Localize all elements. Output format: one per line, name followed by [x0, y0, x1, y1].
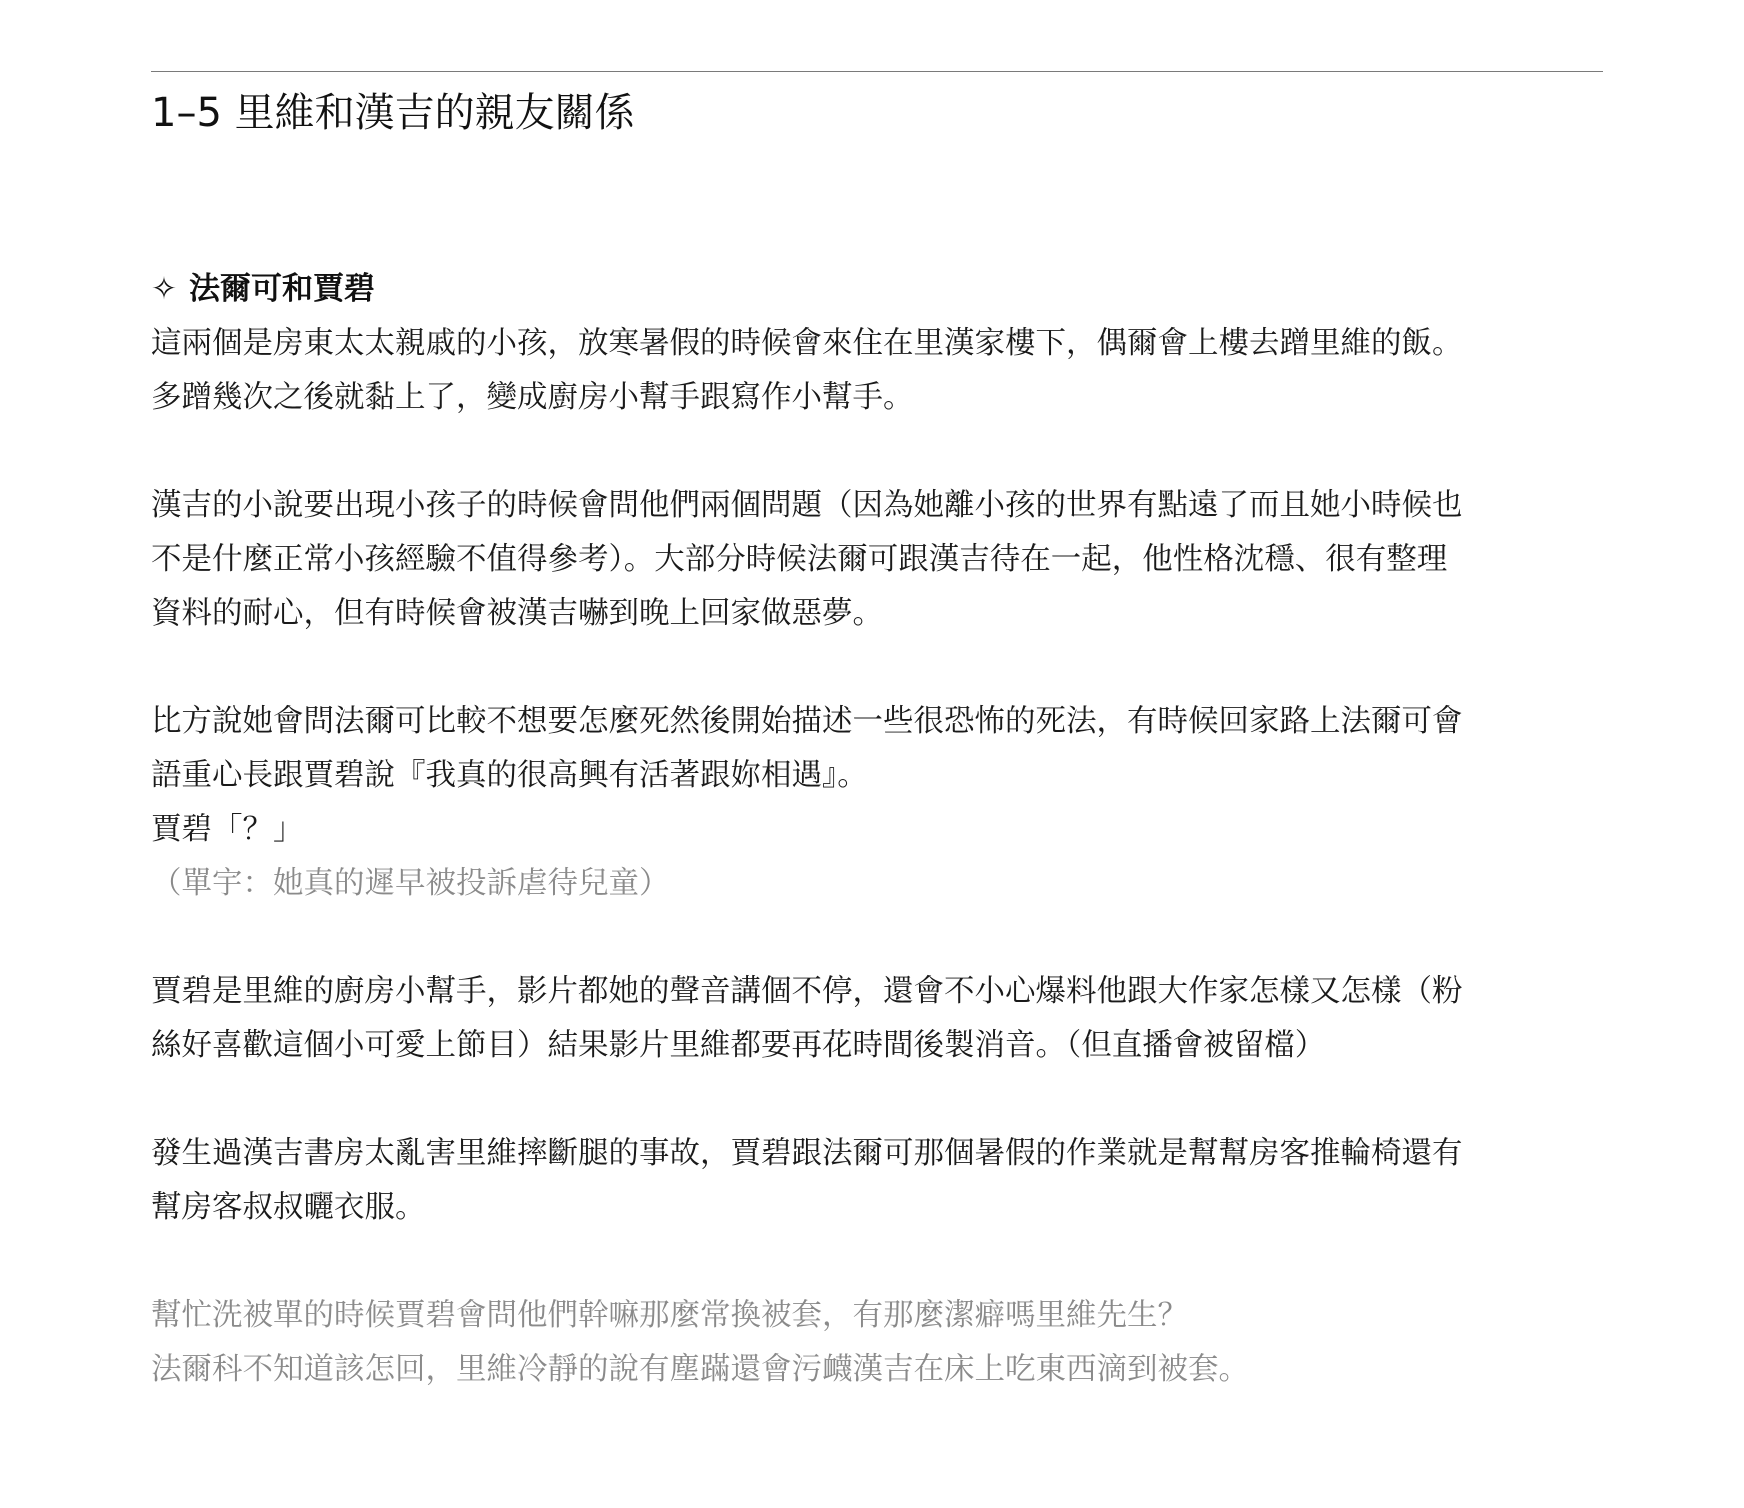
- text-line: 資料的耐心，但有時候會被漢吉嚇到晚上回家做惡夢。: [151, 596, 883, 631]
- text-line: 不是什麼正常小孩經驗不值得參考）。大部分時候法爾可跟漢吉待在一起，他性格沈穩、很有整理: [151, 542, 1448, 577]
- paragraph: [151, 479, 1603, 641]
- aside-text-line: 幫忙洗被單的時候賈碧會問他們幹嘛那麼常換被套，有那麼潔癖嗎里維先生？: [151, 1298, 1188, 1333]
- section-heading: [151, 265, 1603, 313]
- text-line: 這兩個是房東太太親戚的小孩，放寒暑假的時候會來住在里漢家樓下，偶爾會上樓去蹭里維的飯。: [151, 326, 1463, 361]
- paragraph: [151, 695, 1603, 911]
- text-line: 幫房客叔叔曬衣服。: [151, 1190, 426, 1225]
- paragraph: [151, 965, 1603, 1073]
- text-line: 比方說她會問法爾可比較不想要怎麼死然後開始描述一些很恐怖的死法，有時候回家路上法爾可會: [151, 704, 1463, 739]
- aside-text-line: 法爾科不知道該怎回，里維冷靜的說有塵蹣還會污衊漢吉在床上吃東西滴到被套。: [151, 1352, 1249, 1387]
- paragraph-list: [151, 317, 1603, 1397]
- sparkle-icon: ✧: [151, 271, 177, 307]
- paragraph: [151, 317, 1603, 425]
- paragraph: [151, 1289, 1603, 1397]
- text-line: 漢吉的小說要出現小孩子的時候會問他們兩個問題（因為她離小孩的世界有點遠了而且她小時候也: [151, 488, 1463, 523]
- aside-text-line: （單宇：她真的遲早被投訴虐待兒童）: [151, 866, 670, 901]
- text-line: 語重心長跟賈碧說『我真的很高興有活著跟妳相遇』。: [151, 758, 868, 793]
- paragraph: [151, 1127, 1603, 1235]
- top-divider: [151, 71, 1603, 72]
- section-heading-text: 法爾可和賈碧: [188, 271, 375, 307]
- page-title: 1–5 里維和漢吉的親友關係: [151, 90, 635, 136]
- text-line: 賈碧是里維的廚房小幫手，影片都她的聲音講個不停，還會不小心爆料他跟大作家怎樣又怎樣（粉: [151, 974, 1463, 1009]
- text-line: 絲好喜歡這個小可愛上節目）結果影片里維都要再花時間後製消音。（但直播會被留檔）: [151, 1028, 1326, 1063]
- text-line: 賈碧「？」: [151, 812, 304, 847]
- article-body: [151, 265, 1603, 1451]
- text-line: 發生過漢吉書房太亂害里維摔斷腿的事故，賈碧跟法爾可那個暑假的作業就是幫幫房客推輪椅還有: [151, 1136, 1463, 1171]
- text-line: 多蹭幾次之後就黏上了，變成廚房小幫手跟寫作小幫手。: [151, 380, 914, 415]
